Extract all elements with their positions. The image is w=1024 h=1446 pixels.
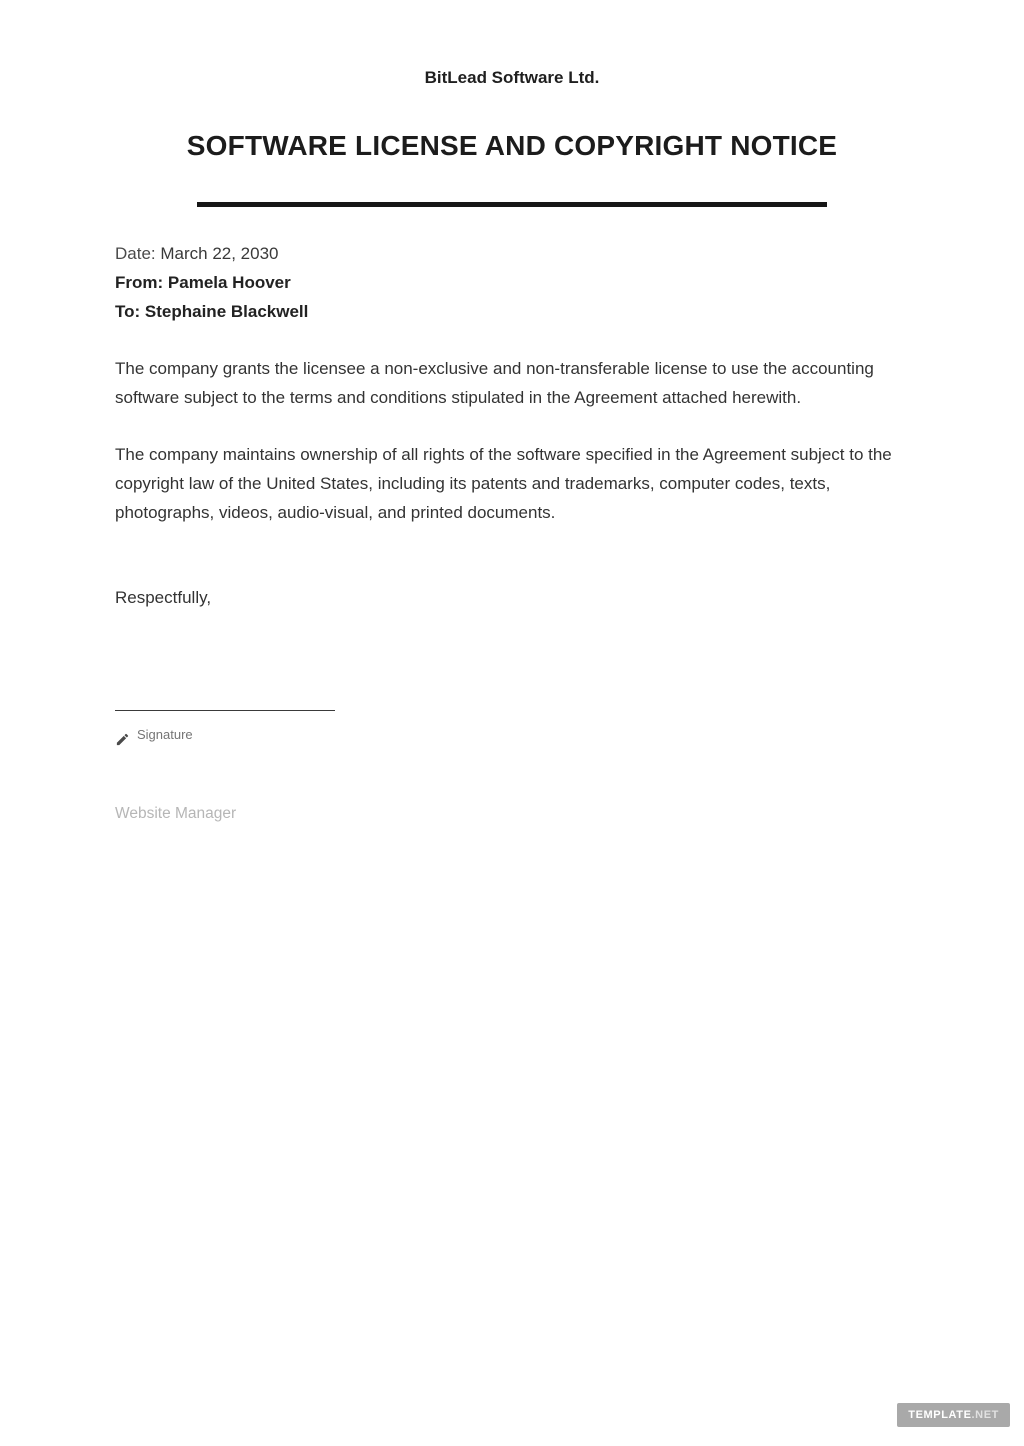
date-value: March 22, 2030 [160, 244, 279, 263]
watermark-brand-bold: TEMPLATE [908, 1409, 972, 1421]
signature-caption [115, 720, 909, 749]
date-label: Date: [115, 244, 156, 263]
letter-meta [115, 239, 909, 326]
to-line [115, 297, 909, 326]
signature-label: Signature [137, 727, 193, 742]
document-title: SOFTWARE LICENSE AND COPYRIGHT NOTICE [186, 130, 838, 161]
to-label: To: [115, 302, 141, 321]
to-value: Stephaine Blackwell [144, 302, 309, 321]
closing-salutation: Respectfully, [115, 588, 212, 607]
template-net-watermark [897, 1403, 1010, 1427]
signature-line[interactable] [115, 710, 335, 711]
body-paragraph-1: The company grants the licensee a non-exclusive and non-transferable license to use the accounting software subject to the terms and conditions stipulated in the Agreement attached herewith. [115, 359, 874, 407]
document-body [115, 239, 909, 828]
watermark-brand-light: .NET [971, 1409, 999, 1421]
from-label: From: [115, 273, 164, 292]
signer-role-placeholder[interactable]: Website Manager [115, 805, 237, 822]
signature-field[interactable] [115, 710, 909, 749]
company-name: BitLead Software Ltd. [424, 68, 600, 87]
body-paragraph-2: The company maintains ownership of all rights of the software specified in the Agreement subject to the copyright law of the United States, including its patents and trademarks, computer codes, texts, photographs, videos, audio-visual, and printed documents. [115, 445, 892, 522]
title-divider-rule [197, 202, 827, 207]
from-line [115, 268, 909, 297]
date-line [115, 239, 909, 268]
from-value: Pamela Hoover [167, 273, 291, 292]
signature-pen-icon [115, 727, 130, 742]
